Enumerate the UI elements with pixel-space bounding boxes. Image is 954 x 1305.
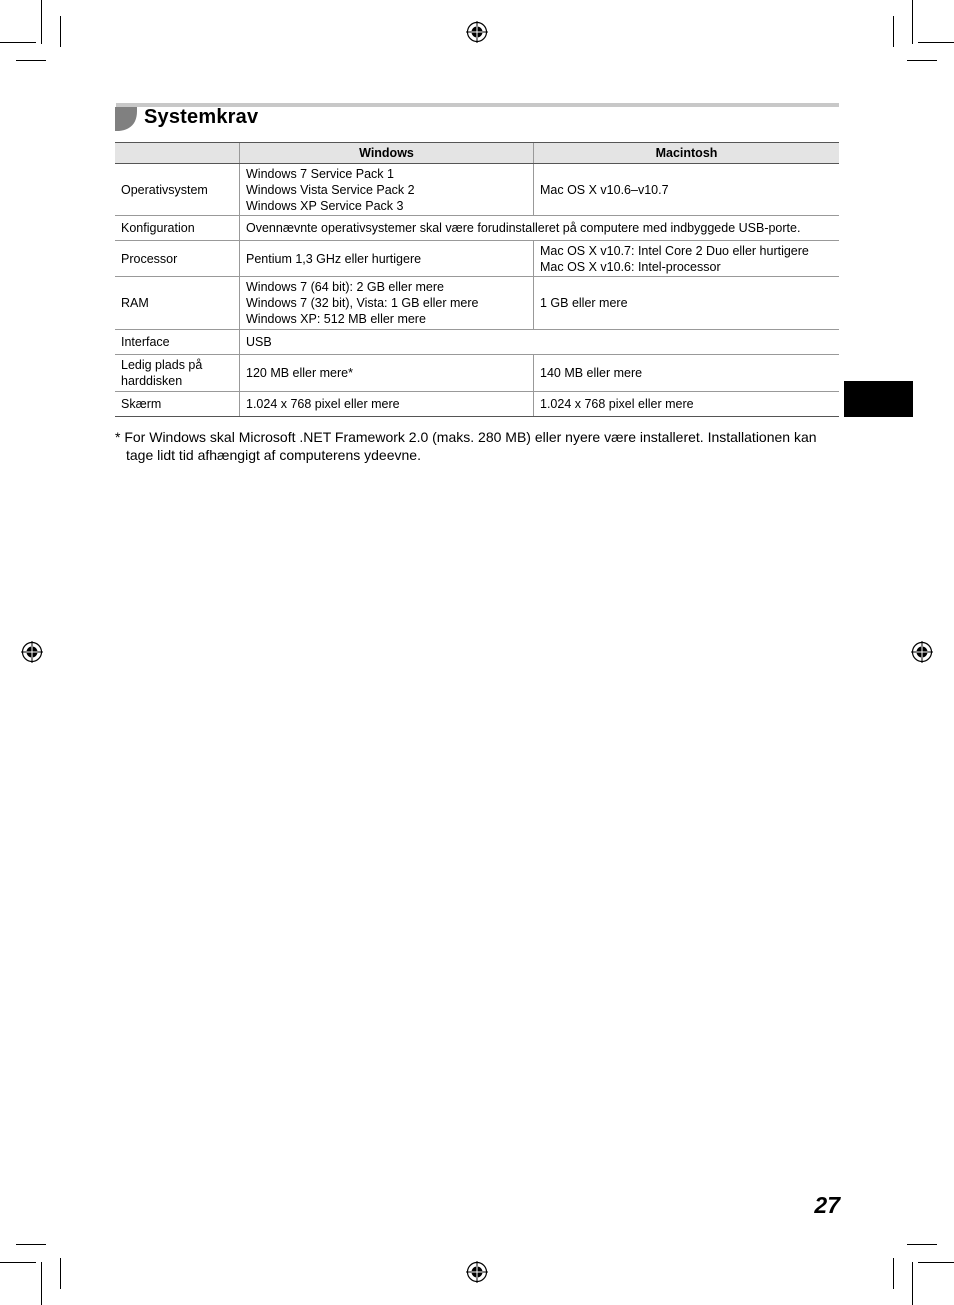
table-header-cell [115, 143, 240, 164]
windows-cell [240, 164, 534, 216]
crop-mark [16, 60, 46, 61]
registration-mark-icon [466, 21, 488, 43]
registration-mark-icon [466, 1261, 488, 1283]
cell-line: Mac OS X v10.7: Intel Core 2 Duo eller hurtigere [540, 243, 809, 258]
cell-line: Ledig plads på [121, 358, 203, 372]
mac-cell: Mac OS X v10.6–v10.7 [534, 164, 840, 216]
table-row-config [115, 216, 839, 241]
crop-mark [912, 0, 913, 44]
cell-line: Windows Vista Service Pack 2 [246, 182, 415, 197]
table-row-interface [115, 330, 839, 355]
mac-cell: 1 GB eller mere [534, 277, 840, 330]
chapter-side-tab [844, 381, 913, 417]
row-label: Interface [115, 330, 240, 355]
section-marker-icon [115, 107, 137, 131]
registration-mark-icon [21, 641, 43, 663]
table-header-windows: Windows [240, 143, 534, 164]
mac-cell [534, 241, 840, 277]
crop-mark [0, 42, 36, 43]
crop-mark [907, 1244, 937, 1245]
windows-cell: Pentium 1,3 GHz eller hurtigere [240, 241, 534, 277]
footnote [115, 428, 835, 464]
crop-mark [893, 1258, 894, 1289]
page-number: 27 [814, 1192, 840, 1218]
crop-mark [0, 1262, 36, 1263]
footnote-line: tage lidt tid afhængigt af computerens ydeevne. [126, 447, 421, 463]
mac-cell: 140 MB eller mere [534, 355, 840, 392]
cell-line: harddisken [121, 374, 183, 388]
table-row-disk [115, 355, 839, 392]
table-header-macintosh: Macintosh [534, 143, 840, 164]
crop-mark [918, 1262, 954, 1263]
crop-mark [918, 42, 954, 43]
config-cell: Ovennævnte operativsystemer skal være forudinstalleret på computere med indbyggede USB-porte. [240, 216, 840, 241]
row-label: Operativsystem [115, 164, 240, 216]
cell-line: Windows 7 (32 bit), Vista: 1 GB eller mere [246, 296, 479, 310]
mac-cell: 1.024 x 768 pixel eller mere [534, 392, 840, 417]
table-row-os [115, 164, 839, 216]
crop-mark [907, 60, 937, 61]
row-label: RAM [115, 277, 240, 330]
registration-mark-icon [911, 641, 933, 663]
table-row-screen [115, 392, 839, 417]
cell-line: Windows XP: 512 MB eller mere [246, 312, 426, 326]
cell-line: Windows 7 (64 bit): 2 GB eller mere [246, 280, 444, 294]
cell-line: Windows XP Service Pack 3 [246, 198, 404, 213]
interface-cell: USB [240, 330, 840, 355]
row-label: Konfiguration [115, 216, 240, 241]
windows-cell: 120 MB eller mere* [240, 355, 534, 392]
row-label [115, 355, 240, 392]
windows-cell: 1.024 x 768 pixel eller mere [240, 392, 534, 417]
cell-line: Windows 7 Service Pack 1 [246, 166, 394, 181]
crop-mark [60, 1258, 61, 1289]
table-row-processor [115, 241, 839, 277]
crop-mark [41, 0, 42, 44]
table-header-row [115, 143, 839, 164]
system-requirements-table [115, 142, 839, 417]
row-label: Processor [115, 241, 240, 277]
crop-mark [912, 1262, 913, 1305]
crop-mark [41, 1262, 42, 1305]
footnote-line: * For Windows skal Microsoft .NET Framework 2.0 (maks. 280 MB) eller nyere være installeret. Installationen kan [115, 429, 817, 445]
row-label: Skærm [115, 392, 240, 417]
page-title: Systemkrav [144, 106, 259, 128]
crop-mark [16, 1244, 46, 1245]
table-row-ram [115, 277, 839, 330]
windows-cell [240, 277, 534, 330]
cell-line: Mac OS X v10.6: Intel-processor [540, 259, 721, 274]
crop-mark [893, 16, 894, 47]
crop-mark [60, 16, 61, 47]
